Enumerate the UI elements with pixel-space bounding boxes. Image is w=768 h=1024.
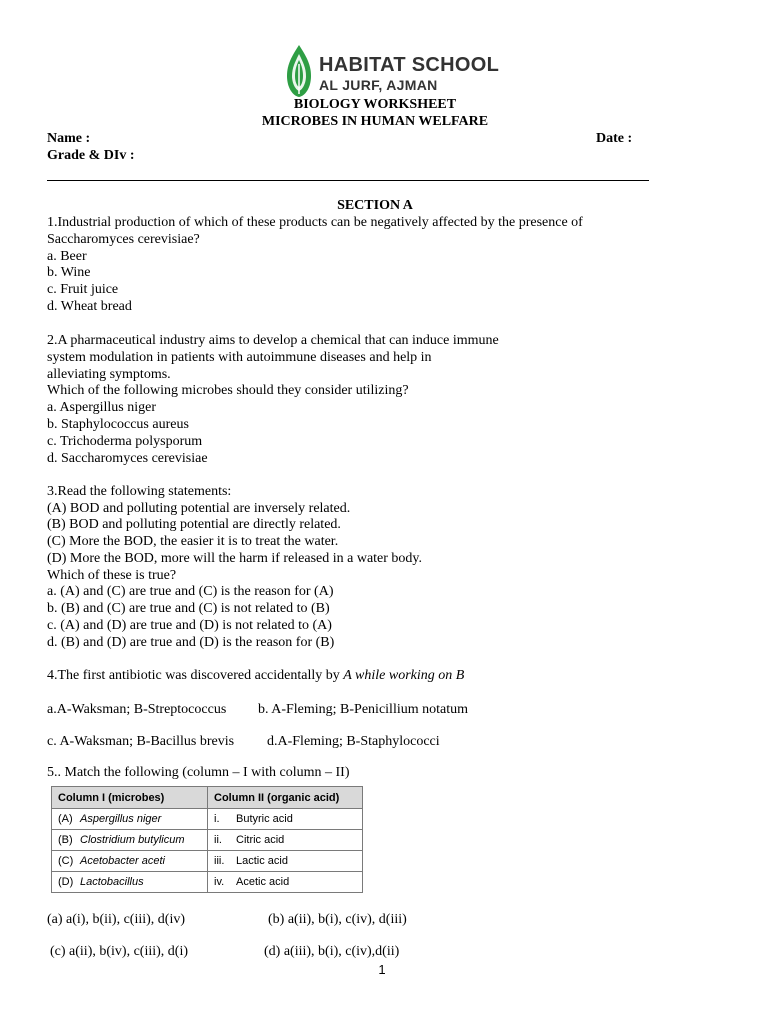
question-text: system modulation in patients with autoimmune diseases and help in xyxy=(47,350,432,365)
school-logo xyxy=(283,44,500,100)
table-row xyxy=(52,830,363,851)
option-a: a.A-Waksman; B-Streptococcus xyxy=(47,702,227,717)
option-d: (d) a(iii), b(i), c(iv),d(ii) xyxy=(264,944,400,959)
grade-label: Grade & DIv : xyxy=(47,148,135,163)
school-name: HABITAT SCHOOL xyxy=(319,54,500,76)
column-header: Column II (organic acid) xyxy=(208,787,363,809)
question-text: 3.Read the following statements: xyxy=(47,484,232,499)
row-label: iii. xyxy=(214,855,225,867)
question-text: Which of the following microbes should they consider utilizing? xyxy=(47,383,409,398)
question-text: 2.A pharmaceutical industry aims to develop a chemical that can induce immune xyxy=(47,333,499,348)
option: c. Trichoderma polysporum xyxy=(47,434,203,449)
table-cell xyxy=(52,851,208,872)
table-cell xyxy=(52,809,208,830)
table-cell xyxy=(52,830,208,851)
question-text: 4.The first antibiotic was discovered accidentally by xyxy=(47,668,344,683)
statement: (B) BOD and polluting potential are directly related. xyxy=(47,517,341,532)
option: d. Wheat bread xyxy=(47,299,132,314)
table-cell xyxy=(208,830,363,851)
acid-name: Lactic acid xyxy=(236,855,288,867)
option: d. (B) and (D) are true and (D) is the reason for (B) xyxy=(47,635,335,650)
row-label: (B) xyxy=(58,834,73,846)
statement: (C) More the BOD, the easier it is to treat the water. xyxy=(47,534,339,549)
option-c: c. A-Waksman; B-Bacillus brevis xyxy=(47,734,235,749)
row-label: (D) xyxy=(58,876,74,888)
question-text: Which of these is true? xyxy=(47,568,177,583)
statement: (D) More the BOD, more will the harm if released in a water body. xyxy=(47,551,423,566)
topic-title: MICROBES IN HUMAN WELFARE xyxy=(261,114,489,129)
name-label: Name : xyxy=(47,131,91,146)
table-cell xyxy=(208,809,363,830)
option: c. Fruit juice xyxy=(47,282,119,297)
microbe-name: Clostridium butylicum xyxy=(80,834,185,846)
option: b. Staphylococcus aureus xyxy=(47,417,189,432)
question-text: alleviating symptoms. xyxy=(47,367,171,382)
section-title: SECTION A xyxy=(337,198,413,213)
option-a: (a) a(i), b(ii), c(iii), d(iv) xyxy=(47,912,185,927)
table-cell xyxy=(208,872,363,893)
header-divider xyxy=(47,180,649,181)
page-number: 1 xyxy=(378,962,386,977)
question-text: Saccharomyces cerevisiae? xyxy=(47,232,200,247)
statement: (A) BOD and polluting potential are inversely related. xyxy=(47,501,351,516)
option: c. (A) and (D) are true and (D) is not related to (A) xyxy=(47,618,332,633)
microbe-name: Aspergillus niger xyxy=(80,813,162,825)
option-d: d.A-Fleming; B-Staphylococci xyxy=(267,734,440,749)
column-header: Column I (microbes) xyxy=(52,787,208,809)
option: a. Aspergillus niger xyxy=(47,400,157,415)
question-text-italic: A while working on B xyxy=(343,668,465,683)
option: a. (A) and (C) are true and (C) is the reason for (A) xyxy=(47,584,334,599)
option: d. Saccharomyces cerevisiae xyxy=(47,451,208,466)
table-row xyxy=(52,872,363,893)
table-row xyxy=(52,851,363,872)
row-label: (C) xyxy=(58,855,74,867)
option-b: b. A-Fleming; B-Penicillium notatum xyxy=(258,702,468,717)
question-4 xyxy=(47,668,464,684)
school-location: AL JURF, AJMAN xyxy=(319,77,438,93)
table-cell xyxy=(208,851,363,872)
date-label: Date : xyxy=(596,131,633,146)
question-5-text: 5.. Match the following (column – I with column – II) xyxy=(47,765,350,780)
row-label: i. xyxy=(214,813,220,825)
row-label: ii. xyxy=(214,834,222,846)
table-header-row xyxy=(52,787,363,809)
table-row xyxy=(52,809,363,830)
acid-name: Citric acid xyxy=(236,834,285,846)
microbe-name: Lactobacillus xyxy=(80,876,144,888)
acid-name: Butyric acid xyxy=(236,813,293,825)
microbe-name: Acetobacter aceti xyxy=(80,855,165,867)
table-cell xyxy=(52,872,208,893)
option: a. Beer xyxy=(47,249,87,264)
option: b. (B) and (C) are true and (C) is not related to (B) xyxy=(47,601,330,616)
option: b. Wine xyxy=(47,265,91,280)
row-label: (A) xyxy=(58,813,73,825)
option-c: (c) a(ii), b(iv), c(iii), d(i) xyxy=(50,944,188,959)
leaf-logo-icon xyxy=(283,44,315,98)
question-text: 1.Industrial production of which of these products can be negatively affected by the presence of xyxy=(47,215,583,230)
match-table xyxy=(51,786,363,893)
worksheet-title: BIOLOGY WORKSHEET xyxy=(293,97,457,112)
option-b: (b) a(ii), b(i), c(iv), d(iii) xyxy=(268,912,407,927)
row-label: iv. xyxy=(214,876,225,888)
acid-name: Acetic acid xyxy=(236,876,290,888)
